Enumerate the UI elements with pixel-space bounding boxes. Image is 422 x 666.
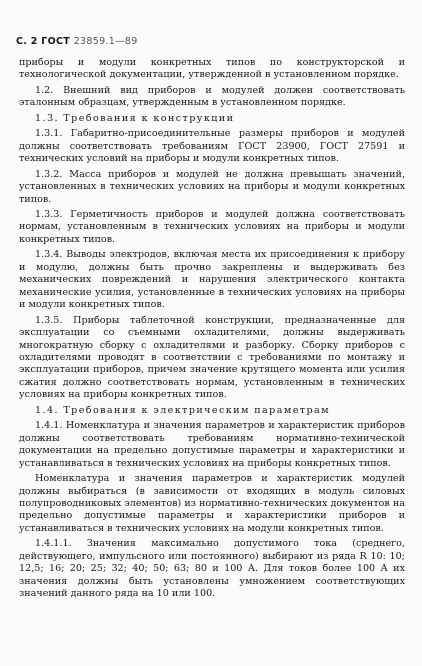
paragraph-1-3-2: 1.3.2. Масса приборов и модулей не должна превышать значений, установленных в технических условиях на приборы и модули конкретных типов.	[19, 168, 405, 205]
paragraph-1-4-1: 1.4.1. Номенклатура и значения параметров и характеристик приборов должны соответствовать требованиям нормативно-технической документации на предельно допустимые параметры и характеристики и устанавливаться в технических условиях на приборы конкретных типов.	[19, 420, 405, 469]
paragraph-continuation: приборы и модули конкретных типов по конструкторской и технологической документации, утвержденной в установленном порядке.	[19, 57, 405, 81]
section-heading-1-4: 1.4. Требования к электрическим параметрам	[35, 404, 331, 416]
section-heading-1-3: 1.3. Требования к конструкции	[35, 112, 235, 124]
header-standard: С. 2 ГОСТ	[16, 36, 71, 47]
paragraph-1-4-1-1: 1.4.1.1. Значения максимально допустимого тока (среднего, действующего, импульсного или постоянного) выбирают из ряда R 10: 10; 12,5; 16; 20; 25; 32; 40; 50; 63; 80 и 100 А. Для токов более 100 А их значения должны быть установлены умножением соответствующих значений данного ряда на 10 или 100.	[19, 538, 405, 600]
paragraph-1-3-4: 1.3.4. Выводы электродов, включая места их присоединения к прибору и модулю, должны быть прочно закреплены и выдерживать без механических повреждений и нарушения электрического контакта механические усилия, установленные в технических условиях на приборы и модули конкретных типов.	[19, 249, 405, 311]
document-body	[19, 57, 405, 601]
paragraph-1-3-5: 1.3.5. Приборы таблеточной конструкции, предназначенные для эксплуатации со съемными охладителями, должны выдерживать многократную сборку с охладителями и разборку. Сборку приборов с охладителями проводят в соответствии с требованиями по монтажу и эксплуатации приборов, причем значение крутящего момента или усилия сжатия должно соответствовать нормам, установленным в технических условиях на приборы конкретных типов.	[19, 314, 405, 401]
paragraph-1-3-1: 1.3.1. Габаритно-присоединительные размеры приборов и модулей должны соответствовать требованиям ГОСТ 23900, ГОСТ 27591 и технических условий на приборы и модули конкретных типов.	[19, 128, 405, 165]
page-header	[16, 36, 138, 47]
header-number: 23859.1—89	[73, 36, 138, 47]
paragraph-1-2: 1.2. Внешний вид приборов и модулей должен соответствовать эталонным образцам, утвержденным в установленном порядке.	[19, 84, 405, 109]
paragraph-modules: Номенклатура и значения параметров и характеристик модулей должны выбираться (в зависимости от входящих в модуль силовых полупроводниковых элементов) из нормативно-технических документов на предельно допустимые параметры и характеристики приборов и устанавливаться в технических условиях на модули конкретных типов.	[19, 473, 405, 534]
paragraph-1-3-3: 1.3.3. Герметичность приборов и модулей должна соответствовать нормам, установленным в технических условиях на приборы и модули конкретных типов.	[19, 208, 405, 245]
